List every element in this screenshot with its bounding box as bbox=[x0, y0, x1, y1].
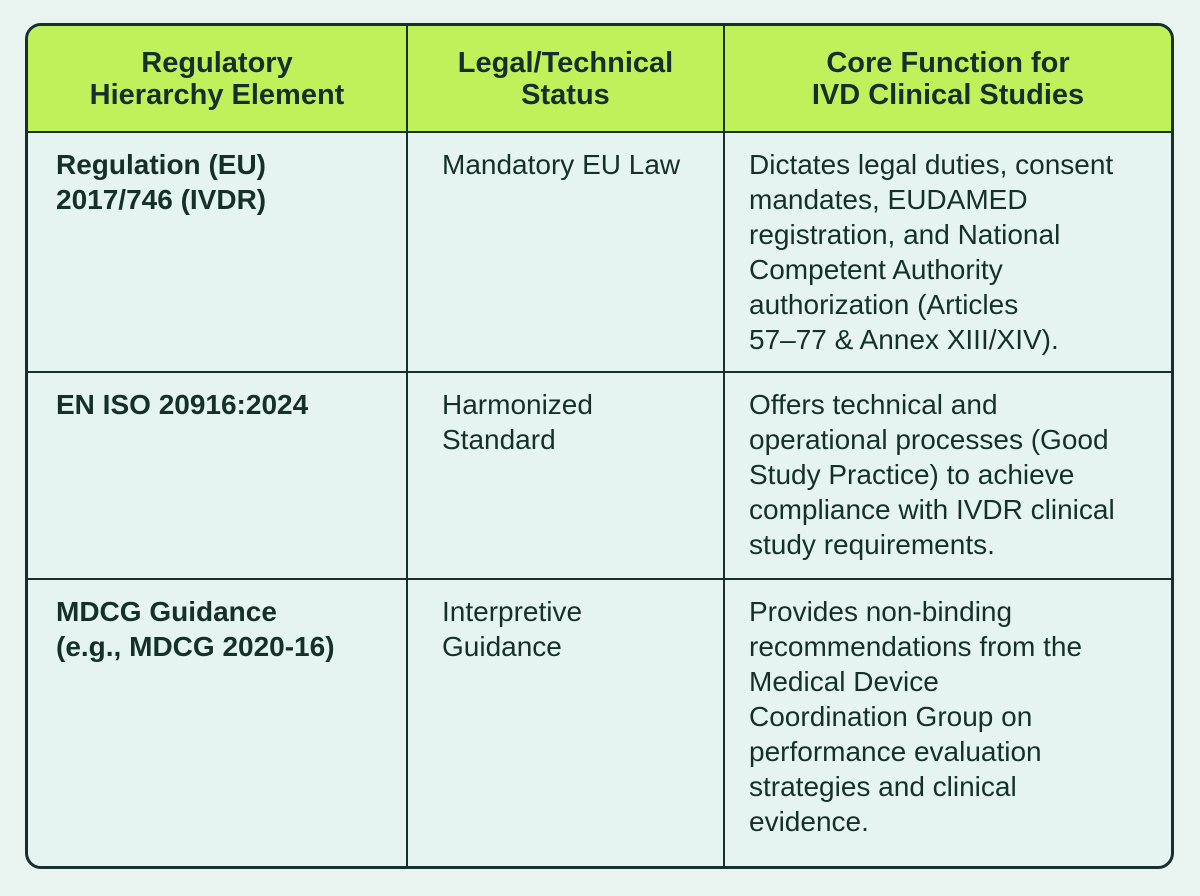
regulatory-hierarchy-table bbox=[28, 26, 1171, 866]
header-regulatory-hierarchy-element: Regulatory Hierarchy Element bbox=[28, 26, 407, 132]
table-row bbox=[28, 132, 1171, 372]
cell-element: EN ISO 20916:2024 bbox=[28, 372, 407, 579]
table-header bbox=[28, 26, 1171, 132]
table-row bbox=[28, 372, 1171, 579]
cell-function: Provides non-binding recommendations from the Medical Device Coordination Group on performance evaluation strategies and clinical evidence. bbox=[749, 596, 1083, 837]
header-legal-technical-status: Legal/Technical Status bbox=[407, 26, 724, 132]
table-row bbox=[28, 579, 1171, 866]
cell-function: Offers technical and operational processes (Good Study Practice) to achieve compliance with IVDR clinical study requirements. bbox=[724, 372, 1171, 579]
cell-status: Mandatory EU Law bbox=[407, 132, 724, 372]
table-body bbox=[28, 132, 1171, 866]
cell-element: MDCG Guidance (e.g., MDCG 2020-16) bbox=[28, 579, 407, 866]
cell-element: Regulation (EU) 2017/746 (IVDR) bbox=[28, 132, 407, 372]
regulatory-table-frame bbox=[25, 23, 1174, 869]
header-core-function: Core Function for IVD Clinical Studies bbox=[724, 26, 1171, 132]
cell-function: Dictates legal duties, consent mandates, EUDAMED registration, and National Competent Authority authorization (Articles 57–77 & Annex XIII/XIV). bbox=[724, 132, 1171, 372]
header-row bbox=[28, 26, 1171, 132]
cell-status: Interpretive Guidance bbox=[407, 579, 724, 866]
cell-status: Harmonized Standard bbox=[407, 372, 724, 579]
